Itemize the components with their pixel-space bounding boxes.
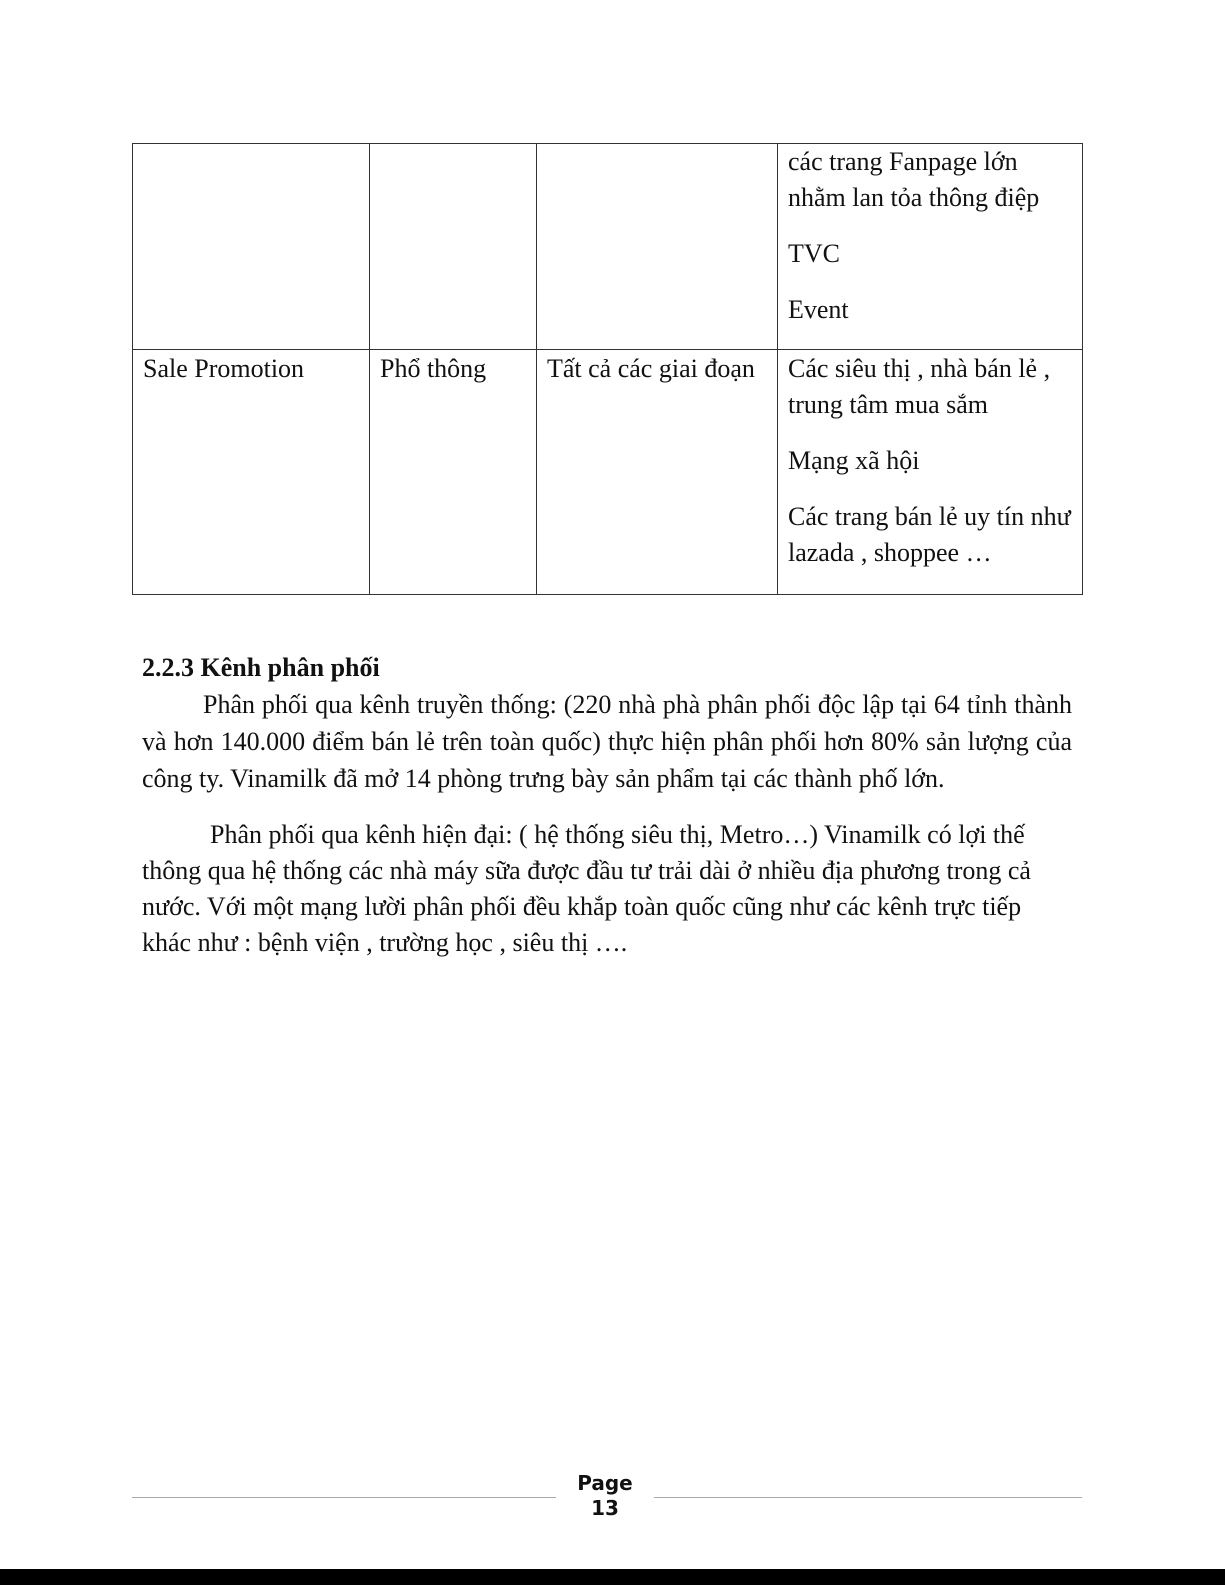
channel-item: Mạng xã hội bbox=[788, 446, 920, 475]
page-footer bbox=[132, 1466, 1082, 1526]
table-cell-stage bbox=[537, 144, 778, 350]
table-cell-channels bbox=[778, 350, 1083, 595]
audience-name: Phổ thông bbox=[380, 354, 487, 383]
section-heading: 2.2.3 Kênh phân phối bbox=[142, 653, 380, 682]
table-row bbox=[133, 350, 1083, 595]
promotion-table bbox=[132, 143, 1083, 595]
channel-item: TVC bbox=[788, 239, 840, 268]
table-cell-stage bbox=[537, 350, 778, 595]
page-number-block bbox=[556, 1471, 654, 1521]
table-cell-audience bbox=[370, 350, 537, 595]
stage-name: Tất cả các giai đoạn bbox=[547, 354, 755, 383]
table-cell-tool bbox=[133, 350, 370, 595]
channel-item: các trang Fanpage lớn nhằm lan tỏa thông điệp bbox=[788, 147, 1040, 212]
channel-item: Các siêu thị , nhà bán lẻ , trung tâm mua sắm bbox=[788, 354, 1051, 419]
paragraph-modern-channel: Phân phối qua kênh hiện đại: ( hệ thống siêu thị, Metro…) Vinamilk có lợi thế thông qua hệ thống các nhà máy sữa được đầu tư trải dài ở nhiều địa phương trong cả nước. Với một mạng lười phân phối đều khắp toàn quốc cũng như các kênh trực tiếp khác như : bệnh viện , trường học , siêu thị …. bbox=[142, 820, 1031, 957]
table-cell-channels bbox=[778, 144, 1083, 350]
tool-name: Sale Promotion bbox=[143, 354, 305, 383]
distribution-section bbox=[142, 650, 1072, 961]
page-number: 13 bbox=[591, 1496, 619, 1520]
channel-item: Event bbox=[788, 295, 849, 324]
bottom-edge-bar bbox=[0, 1569, 1225, 1585]
paragraph-traditional-channel: Phân phối qua kênh truyền thống: (220 nhà phà phân phối độc lập tại 64 tỉnh thành và hơn 140.000 điểm bán lẻ trên toàn quốc) thực hiện phân phối hơn 80% sản lượng của công ty. Vinamilk đã mở 14 phòng trưng bày sản phẩm tại các thành phố lớn. bbox=[142, 690, 1072, 793]
channel-item: Các trang bán lẻ uy tín như lazada , shoppee … bbox=[788, 502, 1071, 567]
table-row bbox=[133, 144, 1083, 350]
page-label: Page bbox=[577, 1471, 633, 1495]
table-cell-tool bbox=[133, 144, 370, 350]
table-cell-audience bbox=[370, 144, 537, 350]
footer-rule-right bbox=[654, 1497, 1082, 1498]
footer-rule-left bbox=[132, 1497, 556, 1498]
